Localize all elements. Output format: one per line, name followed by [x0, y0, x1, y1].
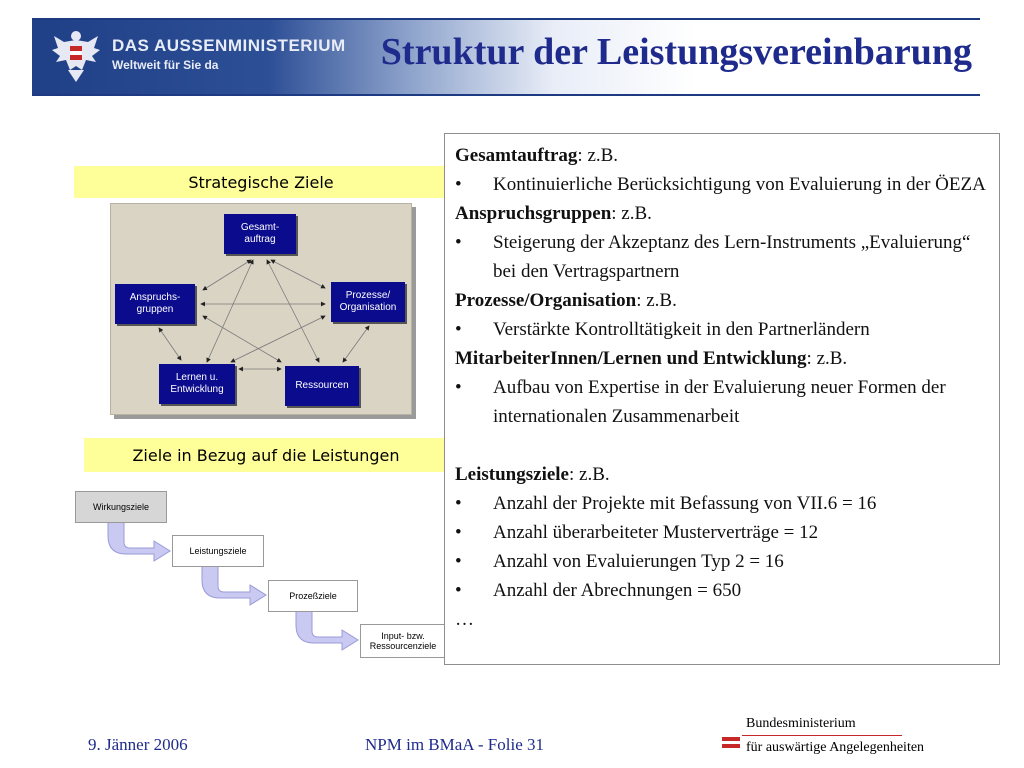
- term-suffix: : z.B.: [569, 464, 610, 485]
- footer-ministry-name-2: für auswärtige Angelegenheiten: [746, 740, 925, 755]
- bullet-item: [455, 518, 989, 547]
- footer-slide-number: NPM im BMaA - Folie 31: [365, 735, 544, 754]
- bullet-text: Verstärkte Kontrolltätigkeit in den Partnerländern: [493, 319, 870, 340]
- bullet-text: Anzahl überarbeiteter Musterverträge = 12: [493, 522, 819, 543]
- term: Gesamtauftrag: [455, 145, 578, 166]
- bullet-glyph: •: [455, 377, 462, 398]
- ellipsis: …: [455, 609, 474, 630]
- bullet-glyph: •: [455, 319, 462, 340]
- term: Prozesse/Organisation: [455, 290, 637, 311]
- bullet-text: Anzahl von Evaluierungen Typ 2 = 16: [493, 551, 784, 572]
- bullet-item: [455, 576, 989, 605]
- strategic-goals-label: Strategische Ziele: [74, 166, 448, 198]
- bullet-text: Anzahl der Projekte mit Befassung von VII.6 = 16: [493, 493, 877, 514]
- heading-anspruchsgruppen: [455, 199, 989, 228]
- heading-gesamtauftrag: [455, 141, 989, 170]
- bullet-item: [455, 489, 989, 518]
- heading-leistungsziele: [455, 460, 989, 489]
- cycle-node-label: Ressourcen: [295, 380, 349, 391]
- step-wirkungsziele: Wirkungsziele: [75, 491, 167, 523]
- footer-ministry-name-1: Bundesministerium: [746, 716, 856, 731]
- bullet-item: [455, 315, 989, 344]
- term-suffix: : z.B.: [611, 203, 652, 224]
- bullet-text: Kontinuierliche Berücksichtigung von Evaluierung in der ÖEZA: [493, 174, 986, 195]
- term-suffix: : z.B.: [806, 348, 848, 369]
- bullet-glyph: •: [455, 551, 462, 572]
- cycle-node-label: Prozesse/ Organisation: [339, 290, 397, 313]
- bullet-glyph: •: [455, 522, 462, 543]
- bullet-item: [455, 228, 989, 286]
- step-prozessziele: Prozeßziele: [268, 580, 358, 612]
- term: MitarbeiterInnen/Lernen und Entwicklung: [455, 348, 807, 369]
- bullet-glyph: •: [455, 580, 462, 601]
- term: Leistungsziele: [455, 464, 569, 485]
- spacer: [455, 431, 989, 460]
- bullet-item: [455, 170, 989, 199]
- ministry-name-line1: DAS AUSSENMINISTERIUM: [112, 36, 346, 55]
- bullet-text: Anzahl der Abrechnungen = 650: [493, 580, 742, 601]
- cycle-node-label: Anspruchs- gruppen: [129, 292, 181, 315]
- step-input-ressourcenziele: [360, 624, 446, 658]
- heading-mitarbeiter: [455, 344, 989, 373]
- term-suffix: : z.B.: [636, 290, 677, 311]
- bullet-glyph: •: [455, 174, 462, 195]
- bullet-glyph: •: [455, 493, 462, 514]
- footer-date: 9. Jänner 2006: [88, 735, 188, 754]
- step-leistungsziele: Leistungsziele: [172, 535, 264, 567]
- bullet-text: Steigerung der Akzeptanz des Lern-Instruments „Evaluierung“ bei den Vertragspartnern: [493, 232, 971, 282]
- slide-title: Struktur der Leistungsvereinbarung: [380, 31, 972, 73]
- footer-divider: [742, 735, 902, 736]
- bullet-item: [455, 373, 989, 431]
- cycle-node-label: Lernen u. Entwicklung: [170, 372, 224, 395]
- term-suffix: : z.B.: [577, 145, 619, 166]
- examples-text-panel: [444, 133, 1000, 665]
- bullet-glyph: •: [455, 232, 462, 253]
- heading-prozesse: [455, 286, 989, 315]
- bullet-item: [455, 547, 989, 576]
- cycle-node-label: Gesamt- auftrag: [240, 222, 280, 245]
- austrian-flag-icon: [722, 737, 740, 748]
- ministry-slogan: Weltweit für Sie da: [112, 58, 219, 72]
- bullet-text: Aufbau von Expertise in der Evaluierung neuer Formen der internationalen Zusammenarbeit: [493, 377, 946, 427]
- performance-goals-label: Ziele in Bezug auf die Leistungen: [84, 438, 448, 472]
- term: Anspruchsgruppen: [455, 203, 612, 224]
- step-label: Input- bzw. Ressourcenziele: [369, 631, 437, 651]
